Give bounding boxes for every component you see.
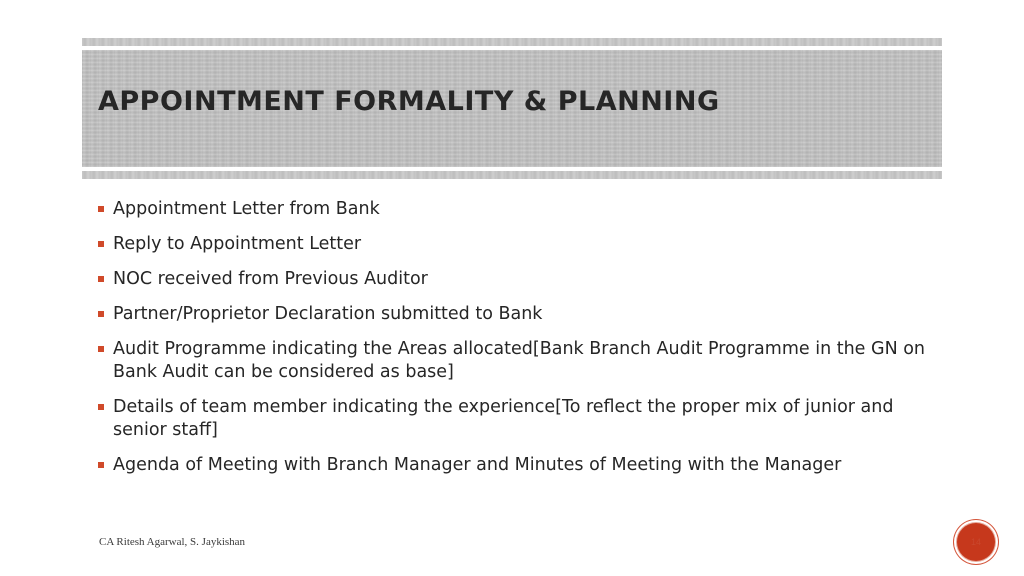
bullet-list <box>98 198 938 489</box>
square-bullet-icon <box>98 206 104 212</box>
bullet-item <box>98 268 938 291</box>
square-bullet-icon <box>98 241 104 247</box>
page-number-badge <box>957 523 995 561</box>
bullet-text: Audit Programme indicating the Areas allocated[Bank Branch Audit Programme in the GN on Bank Audit can be considered as base] <box>113 339 926 382</box>
square-bullet-icon <box>98 276 104 282</box>
bullet-item <box>98 198 938 221</box>
slide-title: APPOINTMENT FORMALITY & PLANNING <box>98 86 720 117</box>
title-top-strip <box>82 38 942 46</box>
bullet-text: Reply to Appointment Letter <box>113 234 362 254</box>
bullet-item <box>98 454 938 477</box>
title-bottom-strip <box>82 171 942 179</box>
bullet-text: Partner/Proprietor Declaration submitted to Bank <box>113 304 543 324</box>
bullet-text: NOC received from Previous Auditor <box>113 269 428 289</box>
footer-author: CA Ritesh Agarwal, S. Jaykishan <box>99 536 246 548</box>
bullet-text: Appointment Letter from Bank <box>113 199 380 219</box>
bullet-item <box>98 396 938 442</box>
square-bullet-icon <box>98 311 104 317</box>
page-number: 14 <box>970 537 981 547</box>
bullet-item <box>98 338 938 384</box>
bullet-text: Agenda of Meeting with Branch Manager and Minutes of Meeting with the Manager <box>113 455 842 475</box>
square-bullet-icon <box>98 346 104 352</box>
bullet-text: Details of team member indicating the experience[To reflect the proper mix of junior and senior staff] <box>113 397 894 440</box>
bullet-item <box>98 233 938 256</box>
bullet-item <box>98 303 938 326</box>
square-bullet-icon <box>98 462 104 468</box>
square-bullet-icon <box>98 404 104 410</box>
